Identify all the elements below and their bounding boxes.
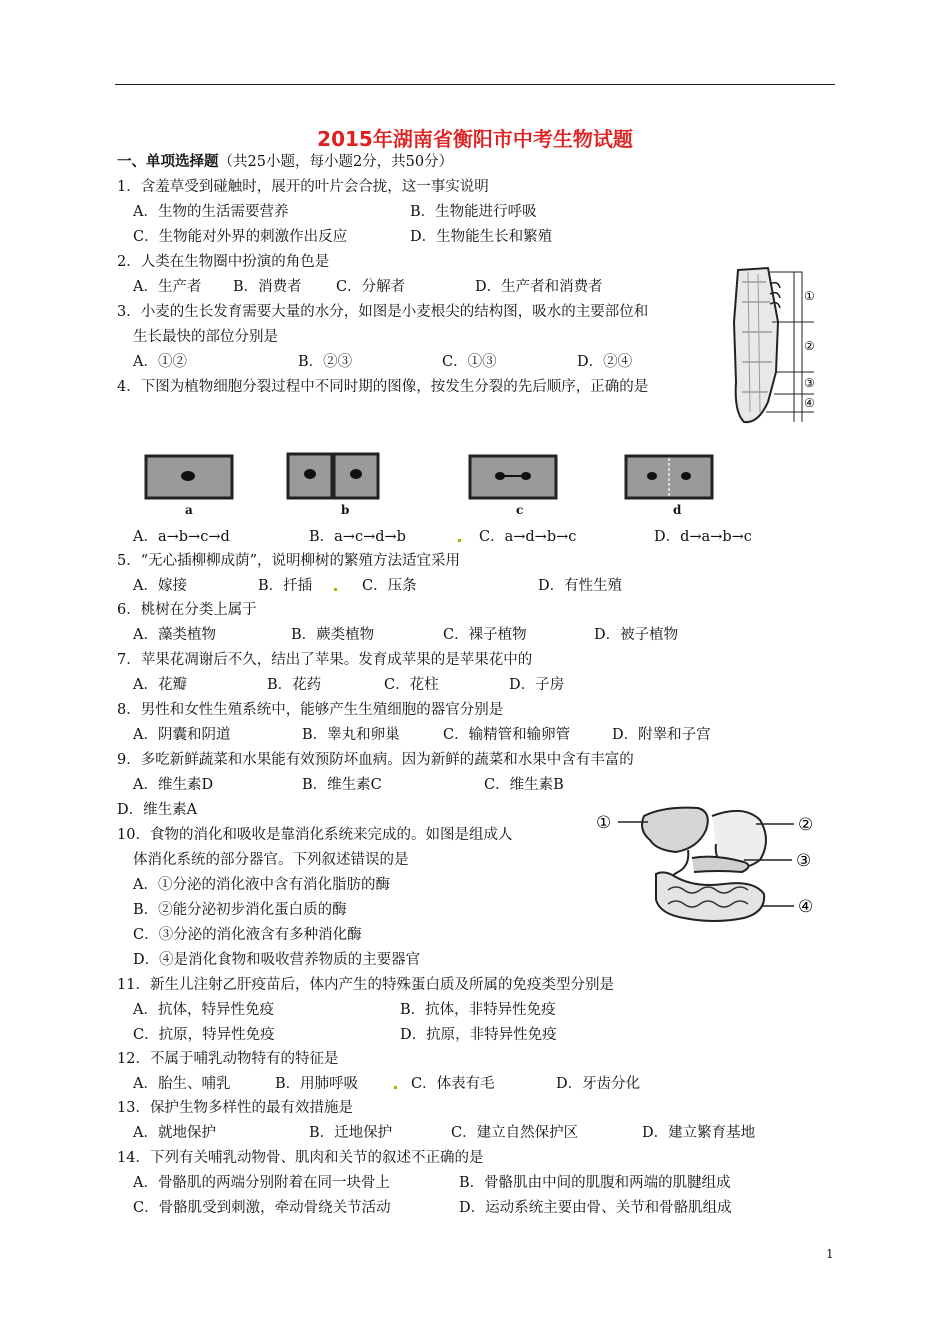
option: C．①③ <box>442 354 497 370</box>
option: B．抗体，非特异性免疫 <box>400 1002 556 1018</box>
option: C．建立自然保护区 <box>451 1125 579 1141</box>
option: B．蕨类植物 <box>291 627 375 643</box>
question-stem: 5．“无心插柳柳成荫”，说明柳树的繁殖方法适宜采用 <box>117 553 461 569</box>
header-rule <box>115 84 835 85</box>
page-title: 2015年湖南省衡阳市中考生物试题 <box>317 127 633 151</box>
option: A．①② <box>133 354 187 370</box>
option: A．阴囊和阴道 <box>133 727 231 743</box>
question-stem: 8．男性和女性生殖系统中，能够产生生殖细胞的器官分别是 <box>117 702 504 718</box>
section-heading: 一、单项选择题 <box>117 153 219 170</box>
page-number: 1 <box>826 1247 834 1261</box>
cell-b <box>288 454 378 498</box>
root-label: ④ <box>804 396 815 410</box>
option: D．建立繁育基地 <box>642 1125 756 1141</box>
option: D．②④ <box>577 354 633 370</box>
option: A．抗体，特异性免疫 <box>133 1002 274 1018</box>
option: C．生物能对外界的刺激作出反应 <box>133 229 348 245</box>
option: A．嫁接 <box>133 578 187 594</box>
option: A．维生素D <box>133 777 214 793</box>
cell-division-figure <box>140 448 740 520</box>
question-stem-cont: 体消化系统的部分器官。下列叙述错误的是 <box>133 852 409 868</box>
option: B．花药 <box>267 677 322 693</box>
option: D．抗原，非特异性免疫 <box>400 1027 557 1043</box>
cell-label: c <box>516 503 524 517</box>
option: A．骨骼肌的两端分别附着在同一块骨上 <box>133 1175 390 1191</box>
option: B．用肺呼吸 <box>275 1076 359 1092</box>
option: B．维生素C <box>302 777 382 793</box>
option: D．生产者和消费者 <box>475 279 603 295</box>
question-stem: 14．下列有关哺乳动物骨、肌肉和关节的叙述不正确的是 <box>117 1150 484 1166</box>
option: C．③分泌的消化液含有多种消化酶 <box>133 927 362 943</box>
cell-c <box>470 456 556 498</box>
digestive-system-figure <box>594 800 824 928</box>
digest-label: ② <box>798 815 814 835</box>
option: B．②③ <box>298 354 353 370</box>
option: D．生物能生长和繁殖 <box>410 229 553 245</box>
option: A．a→b→c→d <box>133 529 230 545</box>
option: D．运动系统主要由骨、关节和骨骼肌组成 <box>459 1200 732 1216</box>
option: B．迁地保护 <box>309 1125 393 1141</box>
option: A．就地保护 <box>133 1125 216 1141</box>
section-heading-line <box>117 152 453 172</box>
option: C．体表有毛 <box>411 1076 495 1092</box>
speck <box>458 539 461 542</box>
option: A．①分泌的消化液中含有消化脂肪的酶 <box>133 877 390 893</box>
option: B．a→c→d→b <box>309 529 406 545</box>
option: D．子房 <box>509 677 565 693</box>
option: B．睾丸和卵巢 <box>302 727 400 743</box>
digest-label: ④ <box>798 897 814 917</box>
option: C．输精管和输卵管 <box>443 727 571 743</box>
option: C．压条 <box>362 578 417 594</box>
option: D．被子植物 <box>594 627 679 643</box>
question-stem: 6．桃树在分类上属于 <box>117 602 257 618</box>
question-stem: 12．不属于哺乳动物特有的特征是 <box>117 1051 339 1067</box>
option: D．d→a→b→c <box>654 529 752 545</box>
option: C．骨骼肌受到刺激，牵动骨绕关节活动 <box>133 1200 391 1216</box>
option: A．生产者 <box>133 279 202 295</box>
question-stem: 1．含羞草受到碰触时，展开的叶片会合拢，这一事实说明 <box>117 179 489 195</box>
cell-label: d <box>673 503 682 517</box>
root-tip-figure <box>728 262 824 432</box>
option: B．②能分泌初步消化蛋白质的酶 <box>133 902 347 918</box>
option: A．花瓣 <box>133 677 187 693</box>
option: A．藻类植物 <box>133 627 216 643</box>
question-stem: 10．食物的消化和吸收是靠消化系统来完成的。如图是组成人 <box>117 827 513 843</box>
digest-label: ③ <box>796 851 812 871</box>
option: C．花柱 <box>384 677 439 693</box>
option: B．消费者 <box>233 279 302 295</box>
option: A．生物的生活需要营养 <box>133 204 289 220</box>
option: D．有性生殖 <box>538 578 623 594</box>
root-label: ② <box>804 339 815 353</box>
root-label: ③ <box>804 376 815 390</box>
option: D．④是消化食物和吸收营养物质的主要器官 <box>133 952 421 968</box>
option: D．附睾和子宫 <box>612 727 711 743</box>
option: C．a→d→b→c <box>479 529 577 545</box>
cell-a <box>146 456 232 498</box>
question-stem: 2．人类在生物圈中扮演的角色是 <box>117 254 330 270</box>
speck <box>334 588 337 591</box>
question-stem: 9．多吃新鲜蔬菜和水果能有效预防坏血病。因为新鲜的蔬菜和水果中含有丰富的 <box>117 752 634 768</box>
cell-d <box>626 456 712 498</box>
section-note: （共25小题，每小题2分，共50分） <box>218 154 454 170</box>
question-stem: 13．保护生物多样性的最有效措施是 <box>117 1100 353 1116</box>
question-stem: 4．下图为植物细胞分裂过程中不同时期的图像，按发生分裂的先后顺序，正确的是 <box>117 379 649 395</box>
option: A．胎生、哺乳 <box>133 1076 231 1092</box>
option: C．裸子植物 <box>443 627 527 643</box>
option: B．扦插 <box>258 578 313 594</box>
option: C．分解者 <box>336 279 406 295</box>
digest-label: ① <box>596 813 612 833</box>
speck <box>394 1086 397 1089</box>
cell-label: a <box>185 503 193 517</box>
option: B．生物能进行呼吸 <box>410 204 537 220</box>
option: D．牙齿分化 <box>556 1076 641 1092</box>
root-label: ① <box>804 289 815 303</box>
question-stem: 7．苹果花凋谢后不久，结出了苹果。发育成苹果的是苹果花中的 <box>117 652 533 668</box>
option: D．维生素A <box>117 802 198 818</box>
option: C．抗原，特异性免疫 <box>133 1027 275 1043</box>
question-stem: 11．新生儿注射乙肝疫苗后，体内产生的特殊蛋白质及所属的免疫类型分别是 <box>117 977 614 993</box>
option: B．骨骼肌由中间的肌腹和两端的肌腱组成 <box>459 1175 731 1191</box>
option: C．维生素B <box>484 777 564 793</box>
cell-label: b <box>341 503 350 517</box>
question-stem: 3．小麦的生长发育需要大量的水分，如图是小麦根尖的结构图，吸水的主要部位和 <box>117 304 649 320</box>
question-stem-cont: 生长最快的部位分别是 <box>133 329 278 345</box>
